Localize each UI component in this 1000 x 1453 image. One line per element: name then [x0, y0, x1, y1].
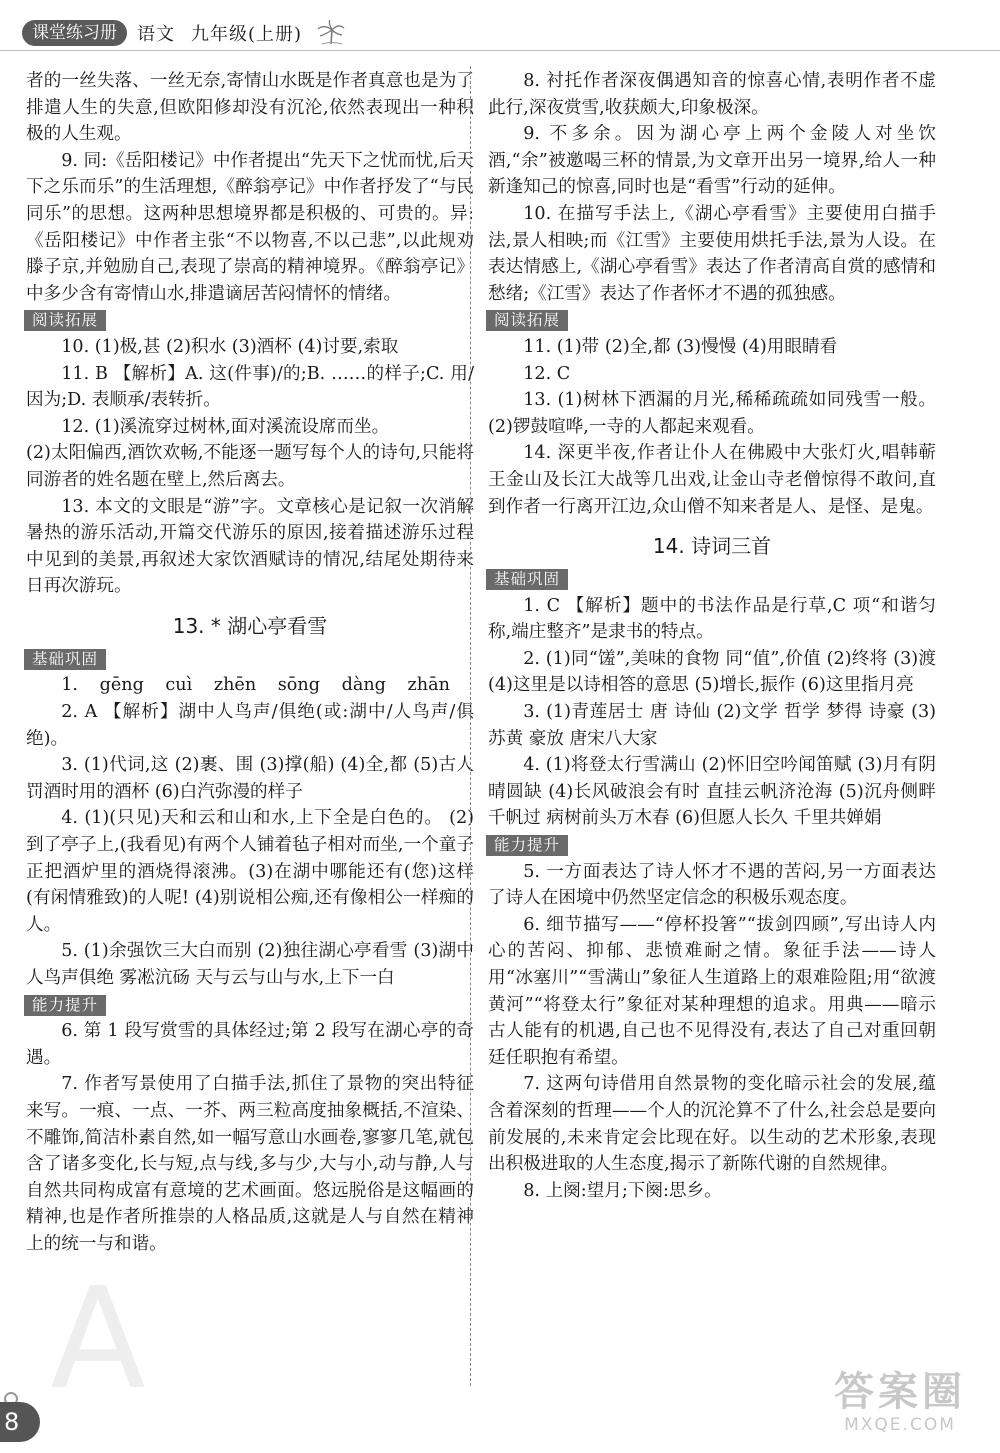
left-column: [26, 68, 474, 1258]
section-heading-row: [488, 566, 936, 593]
answer-paragraph: 4. (1)(只见)天和云和山和水,上下全是白色的。 (2)到了亭子上,(我看见)有两个人铺着毡子相对而坐,一个童子正把酒炉里的酒烧得滚沸。(3)在湖中哪能还有(您)这样(有闲情雅致)的人呢! (4)别说相公痴,还有像相公一样痴的人。: [26, 808, 474, 935]
lesson-title: 13. * 湖心亭看雪: [172, 613, 328, 638]
column-divider: [470, 66, 471, 1386]
answer-paragraph: 者的一丝失落、一丝无奈,寄情山水既是作者真意也是为了排遣人生的失意,但欧阳修却没有沉沦,依然表现出一种积极的人生观。: [26, 71, 474, 145]
palm-tree-icon: [316, 20, 346, 46]
subject-label: 语文: [137, 24, 175, 45]
answer-paragraph: 1. C 【解析】题中的书法作品是行草,C 项“和谐匀称,端庄整齐”是隶书的特点。: [488, 595, 936, 643]
grade-label: 九年级(上册): [191, 24, 303, 45]
answer-paragraph: 10. (1)极,甚 (2)积水 (3)酒杯 (4)讨要,索取: [61, 336, 399, 357]
section-heading-row: [26, 307, 474, 334]
answer-paragraph: 5. (1)余强饮三大白而别 (2)独往湖心亭看雪 (3)湖中人鸟声俱绝 雾凇沆砀 天与云与山与水,上下一白: [26, 941, 474, 988]
section-badge: 阅读拓展: [486, 310, 568, 331]
answer-paragraph: 10. 在描写手法上,《湖心亭看雪》主要使用白描手法,景人相映;而《江雪》主要使用烘托手法,景为人设。在表达情感上,《湖心亭看雪》表达了作者清高自赏的感情和愁绪;《江雪》表达了作者怀才不遇的孤独感。: [488, 203, 936, 304]
answer-paragraph: 13. 本文的文眼是“游”字。文章核心是记叙一次消解暑热的游乐活动,开篇交代游乐的原因,接着描述游乐过程中见到的美景,再叙述大家饮酒赋诗的情况,结尾处期待来日再次游玩。: [26, 496, 474, 597]
section-badge: 能力提升: [24, 995, 106, 1016]
answer-paragraph: 12. C: [523, 363, 571, 384]
answer-paragraph: 3. (1)代词,这 (2)裹、围 (3)撑(船) (4)全,都 (5)古人罚酒时用的酒杯 (6)白汽弥漫的样子: [26, 755, 474, 802]
answer-paragraph: 8. 上阕:望月;下阕:思乡。: [523, 1180, 722, 1201]
answer-paragraph: 11. (1)带 (2)全,都 (3)慢慢 (4)用眼睛看: [523, 336, 838, 357]
section-heading-row: [26, 646, 474, 673]
book-title-badge: 课堂练习册: [22, 20, 127, 46]
page-header: [22, 18, 346, 48]
right-column: [488, 68, 936, 1204]
answer-paragraph: 8. 衬托作者深夜偶遇知音的惊喜心情,表明作者不虚此行,深夜赏雪,收获颇大,印象极深。: [488, 71, 936, 118]
watermark-url: MXQE.COM: [844, 1415, 956, 1435]
section-heading-row: [488, 832, 936, 859]
answer-paragraph: 12. (1)溪流穿过树林,面对溪流设席而坐。: [61, 416, 390, 437]
answer-paragraph: 2. A 【解析】湖中人鸟声/俱绝(或:湖中/人鸟声/俱绝)。: [26, 702, 474, 749]
answer-paragraph: 9. 同:《岳阳楼记》中作者提出“先天下之忧而忧,后天下之乐而乐”的生活理想,《醉翁亭记》中作者抒发了“与民同乐”的思想。这两种思想境界都是积极的、可贵的。异:《岳阳楼记》中作者主张“不以物喜,不以己悲”,以此规劝滕子京,并勉励自己,表现了崇高的精神境界。《醉翁亭记》中多少含有寄情山水,排遣谪居苦闷情怀的情绪。: [26, 150, 474, 304]
watermark-main: 答案圈: [834, 1369, 966, 1415]
answer-paragraph: 6. 第 1 段写赏雪的具体经过;第 2 段写在湖心亭的奇遇。: [26, 1021, 474, 1068]
answer-paragraph: 6. 细节描写——“停杯投箸”“拔剑四顾”,写出诗人内心的苦闷、抑郁、悲愤难耐之情。象征手法——诗人用“冰塞川”“雪满山”象征人生道路上的艰难险阻;用“欲渡黄河”“将登太行”象征对某种理想的追求。用典——暗示古人能有的机遇,自己也不见得没有,表达了自己对重回朝廷任职抱有希望。: [488, 914, 936, 1068]
answer-paragraph: 7. 作者写景使用了白描手法,抓住了景物的突出特征来写。一痕、一点、一芥、两三粒高度抽象概括,不渲染、不雕饰,简洁朴素自然,如一幅写意山水画卷,寥寥几笔,就包含了诸多变化,长与短,点与线,多与少,大与小,动与静,人与自然共同构成富有意境的艺术画面。悠远脱俗是这幅画的精神,也是作者所推崇的人格品质,这就是人与自然在精神上的统一与和谐。: [26, 1074, 474, 1254]
section-heading-row: [488, 307, 936, 334]
answer-paragraph: 13. (1)树林下洒漏的月光,稀稀疏疏如同残雪一般。 (2)锣鼓喧哗,一寺的人都起来观看。: [488, 390, 936, 437]
answer-paragraph: 2. (1)同“馐”,美味的食物 同“值”,价值 (2)终将 (3)渡 (4)这里是以诗相答的意思 (5)增长,振作 (6)这里指月亮: [488, 648, 936, 696]
section-badge: 阅读拓展: [24, 310, 106, 331]
watermark: [820, 1370, 980, 1440]
answer-paragraph: 11. B 【解析】A. 这(件事)/的;B. ……的样子;C. 用/因为;D. 表顺承/表转折。: [26, 363, 474, 411]
section-badge: 能力提升: [486, 835, 568, 856]
answer-paragraph: 7. 这两句诗借用自然景物的变化暗示社会的发展,蕴含着深刻的哲理——个人的沉沦算不了什么,社会总是要向前发展的,未来肯定会比现在好。以生动的艺术形象,表现出积极进取的人生态度,揭示了新陈代谢的自然规律。: [488, 1074, 936, 1175]
answer-paragraph: 5. 一方面表达了诗人怀才不遇的苦闷,另一方面表达了诗人在困境中仍然坚定信念的积极乐观态度。: [488, 861, 936, 909]
lesson-title: 14. 诗词三首: [652, 534, 772, 559]
page-number: 8: [0, 1402, 40, 1442]
header-rule: [0, 50, 1000, 51]
answer-paragraph: 14. 深更半夜,作者让仆人在佛殿中大张灯火,唱韩蕲王金山及长江大战等几出戏,让金山寺老僧惊得不敢问,直到作者一行离开江边,众山僧不知来者是人、是怪、是鬼。: [488, 443, 936, 517]
answer-paragraph: 9. 不多余。因为湖心亭上两个金陵人对坐饮酒,“余”被邀喝三杯的情景,为文章开出另一境界,给人一种新逢知己的惊喜,同时也是“看雪”行动的延伸。: [488, 124, 936, 198]
background-letter: A: [50, 1258, 146, 1421]
answer-paragraph: 4. (1)将登太行雪满山 (2)怀旧空吟闻笛赋 (3)月有阴晴圆缺 (4)长风破浪会有时 直挂云帆济沧海 (5)沉舟侧畔千帆过 病树前头万木春 (6)但愿人长久 千里共婵娟: [488, 755, 936, 829]
answer-paragraph: (2)太阳偏西,酒饮欢畅,不能逐一题写每个人的诗句,只能将同游者的姓名题在壁上,然后离去。: [26, 443, 474, 490]
section-badge: 基础巩固: [24, 649, 106, 670]
answer-paragraph: 1. gēng cuì zhēn sōng dàng zhān: [61, 675, 450, 696]
section-badge: 基础巩固: [486, 569, 568, 590]
answer-paragraph: 3. (1)青莲居士 唐 诗仙 (2)文学 哲学 梦得 诗豪 (3)苏黄 豪放 唐宋八大家: [488, 702, 936, 749]
section-heading-row: [26, 992, 474, 1019]
